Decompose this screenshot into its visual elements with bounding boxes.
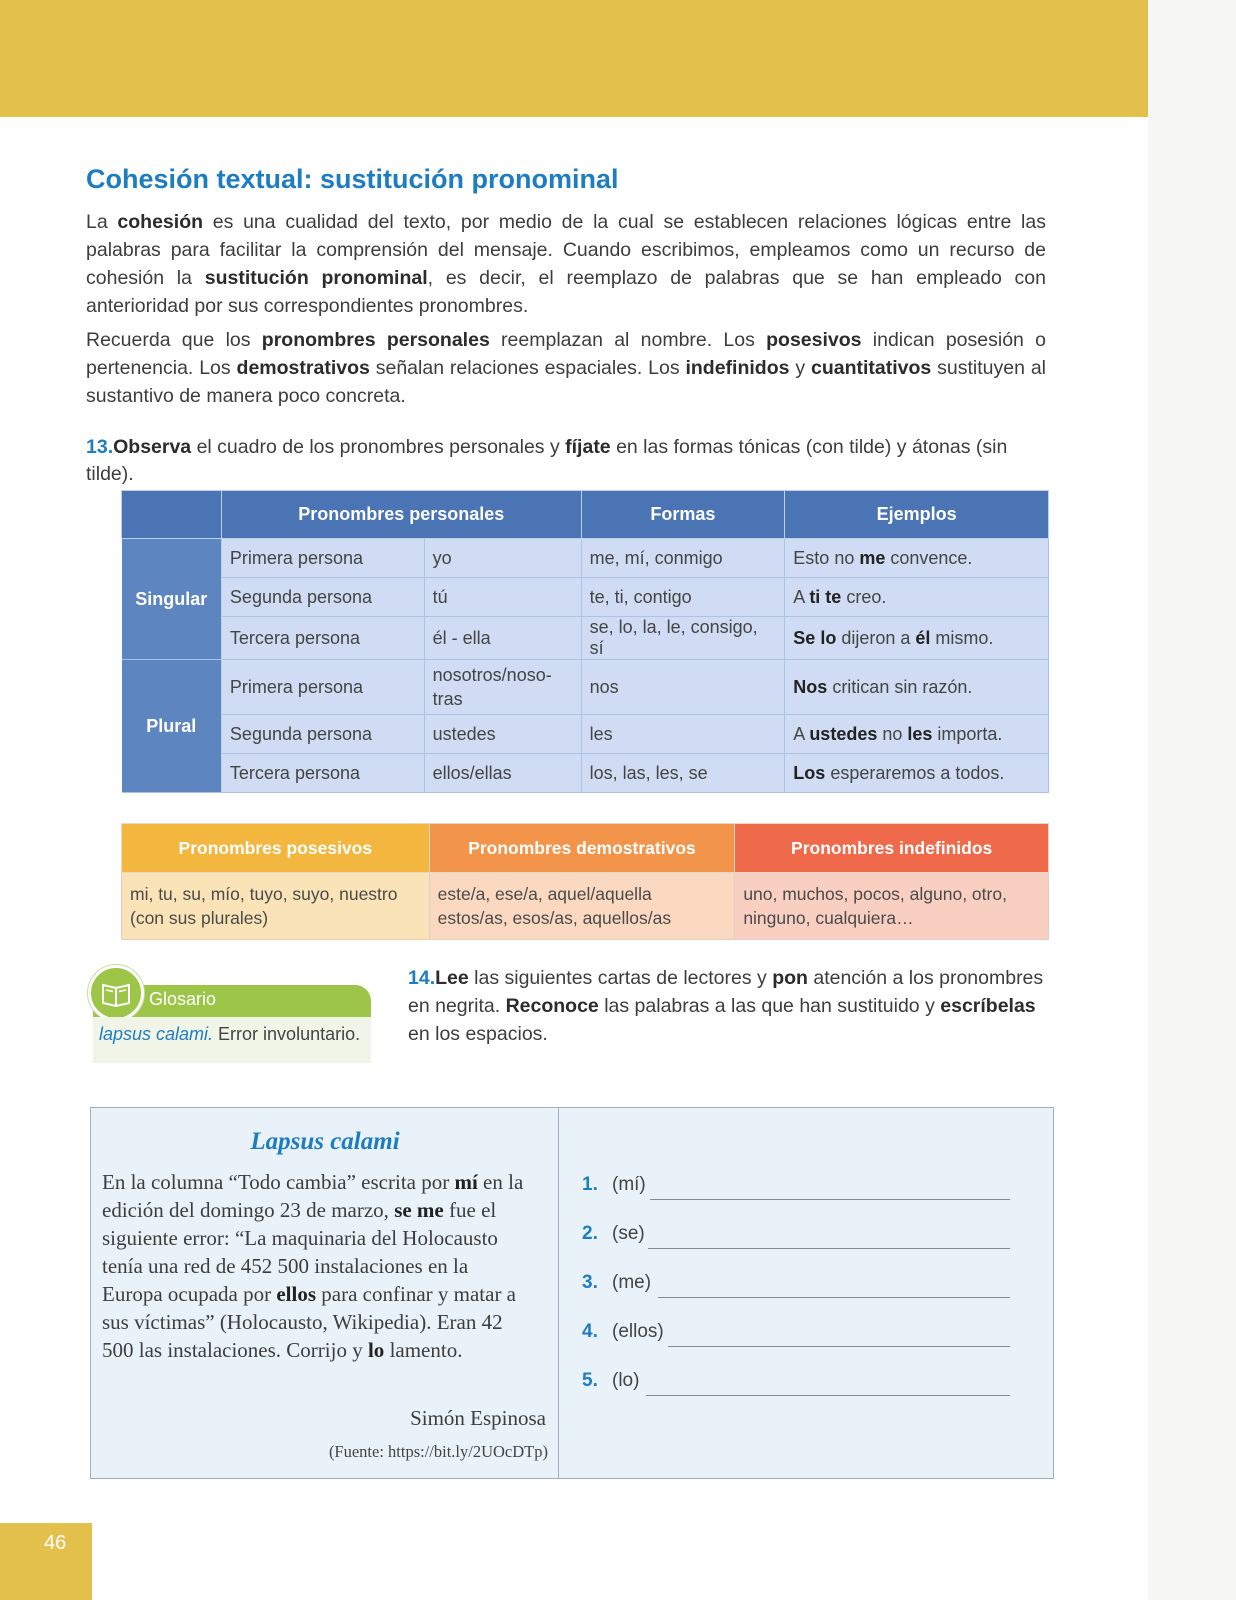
number-label-singular: Singular (122, 539, 222, 660)
pronoun-cell: yo (424, 539, 581, 578)
forms-cell: me, mí, conmigo (581, 539, 785, 578)
exercise-14-number: 14. (408, 967, 436, 989)
table-row (122, 539, 1049, 578)
pronoun-cell: él - ella (424, 617, 581, 660)
page-number: 46 (44, 1532, 67, 1554)
header-formas: Formas (581, 491, 785, 539)
other-pronouns-header: Pronombres demostrativos (429, 824, 735, 873)
glossary-title: Glosario (149, 989, 217, 1009)
letter-body: En la columna “Todo cambia” escrita por mí en la edición del domingo 23 de marzo, se me fue el siguiente error: “La maquinaria del Holocausto tenía una red de 452 500 instalaciones en la Europa ocupada por ellos para confinar y matar a sus víctimas” (Holocausto, Wikipedia). Eran 42 500 las instalaciones. Corrijo y lo lamento. (102, 1170, 524, 1362)
letter-box-divider (558, 1107, 559, 1479)
persona-cell: Segunda persona (221, 578, 424, 617)
header-ejemplos: Ejemplos (785, 491, 1049, 539)
persona-cell: Primera persona (221, 539, 424, 578)
table-row (122, 715, 1049, 754)
table-row (122, 754, 1049, 793)
example-cell: Los esperaremos a todos. (785, 754, 1049, 793)
answer-label: (me) (612, 1272, 652, 1293)
answer-label: (mí) (612, 1174, 646, 1195)
table-corner (122, 491, 222, 539)
exercise-13-number: 13. (86, 436, 114, 458)
answer-item (582, 1174, 1012, 1204)
answer-blank-line[interactable] (650, 1199, 1010, 1200)
letter-signature: Simón Espinosa (410, 1406, 546, 1430)
example-cell: A ti te creo. (785, 578, 1049, 617)
intro-paragraph-2: Recuerda que los pronombres personales reemplazan al nombre. Los posesivos indican posesión o pertenencia. Los demostrativos señalan relaciones espaciales. Los indefinidos y cuantitativos sustituyen al sustantivo de manera poco concreta. (86, 329, 1047, 407)
forms-cell: les (581, 715, 785, 754)
answer-number: 5. (582, 1370, 598, 1391)
answer-number: 3. (582, 1272, 598, 1293)
other-pronouns-header: Pronombres posesivos (122, 824, 430, 873)
answer-item (582, 1223, 1012, 1253)
top-color-band (0, 0, 1148, 117)
forms-cell: te, ti, contigo (581, 578, 785, 617)
other-pronouns-content: este/a, ese/a, aquel/aquella estos/as, esos/as, aquellos/as (429, 873, 735, 940)
pronoun-cell: tú (424, 578, 581, 617)
answer-blank-line[interactable] (646, 1395, 1010, 1396)
answer-item (582, 1321, 1012, 1351)
example-cell: A ustedes no les importa. (785, 715, 1049, 754)
answer-label: (lo) (612, 1370, 640, 1391)
example-cell: Esto no me convence. (785, 539, 1049, 578)
table-row (122, 578, 1049, 617)
persona-cell: Tercera persona (221, 754, 424, 793)
pronoun-cell: ellos/ellas (424, 754, 581, 793)
example-cell: Se lo dijeron a él mismo. (785, 617, 1049, 660)
intro-paragraph-1: La cohesión es una cualidad del texto, por medio de la cual se establecen relaciones lógicas entre las palabras para facilitar la comprensión del mensaje. Cuando escribimos, empleamos como un recurso de cohesión la sustitución pronominal, es decir, el reemplazo de palabras que se han empleado con anterioridad por sus correspondientes pronombres. (86, 211, 1046, 317)
pronoun-cell: ustedes (424, 715, 581, 754)
answer-item (582, 1370, 1012, 1400)
persona-cell: Primera persona (221, 660, 424, 715)
table-row (122, 660, 1049, 715)
answer-item (582, 1272, 1012, 1302)
forms-cell: nos (581, 660, 785, 715)
book-icon (88, 965, 144, 1021)
page-edge (1148, 0, 1236, 1600)
persona-cell: Segunda persona (221, 715, 424, 754)
table-row (122, 617, 1049, 660)
letter-title: Lapsus calami (250, 1128, 400, 1155)
other-pronouns-header: Pronombres indefinidos (735, 824, 1049, 873)
persona-cell: Tercera persona (221, 617, 424, 660)
exercise-13-text: Observa el cuadro de los pronombres personales y fíjate en las formas tónicas (con tilde) y átonas (sin tilde). (86, 436, 1008, 485)
answer-blank-line[interactable] (668, 1346, 1010, 1347)
exercise-14 (408, 964, 1058, 1048)
glossary-entry (99, 1024, 360, 1045)
forms-cell: los, las, les, se (581, 754, 785, 793)
pronoun-cell: nosotros/noso- tras (424, 660, 581, 715)
glossary-definition: Error involuntario. (213, 1024, 361, 1044)
other-pronouns-table (121, 823, 1049, 940)
letter-source: (Fuente: https://bit.ly/2UOcDTp) (328, 1442, 548, 1461)
other-pronouns-content: uno, muchos, pocos, alguno, otro, ninguno, cualquiera… (735, 873, 1049, 940)
forms-cell: se, lo, la, le, consigo, sí (581, 617, 785, 660)
example-cell: Nos critican sin razón. (785, 660, 1049, 715)
personal-pronouns-table (121, 490, 1049, 793)
glossary-term: lapsus calami. (99, 1024, 214, 1044)
other-pronouns-content: mi, tu, su, mío, tuyo, suyo, nuestro (con sus plurales) (122, 873, 430, 940)
number-label-plural: Plural (122, 660, 222, 793)
answer-label: (se) (612, 1223, 645, 1244)
answer-blank-line[interactable] (658, 1297, 1010, 1298)
answer-number: 1. (582, 1174, 598, 1195)
exercise-13 (86, 434, 1056, 488)
header-pronombres-personales: Pronombres personales (221, 491, 581, 539)
answer-blank-line[interactable] (648, 1248, 1010, 1249)
answer-number: 4. (582, 1321, 598, 1342)
answer-label: (ellos) (612, 1321, 664, 1342)
section-title: Cohesión textual: sustitución pronominal (86, 164, 619, 194)
answer-number: 2. (582, 1223, 598, 1244)
exercise-14-text: Lee las siguientes cartas de lectores y pon atención a los pronombres en negrita. Reconoce las palabras a las que han sustituido y escríbelas en los espacios. (408, 967, 1044, 1045)
